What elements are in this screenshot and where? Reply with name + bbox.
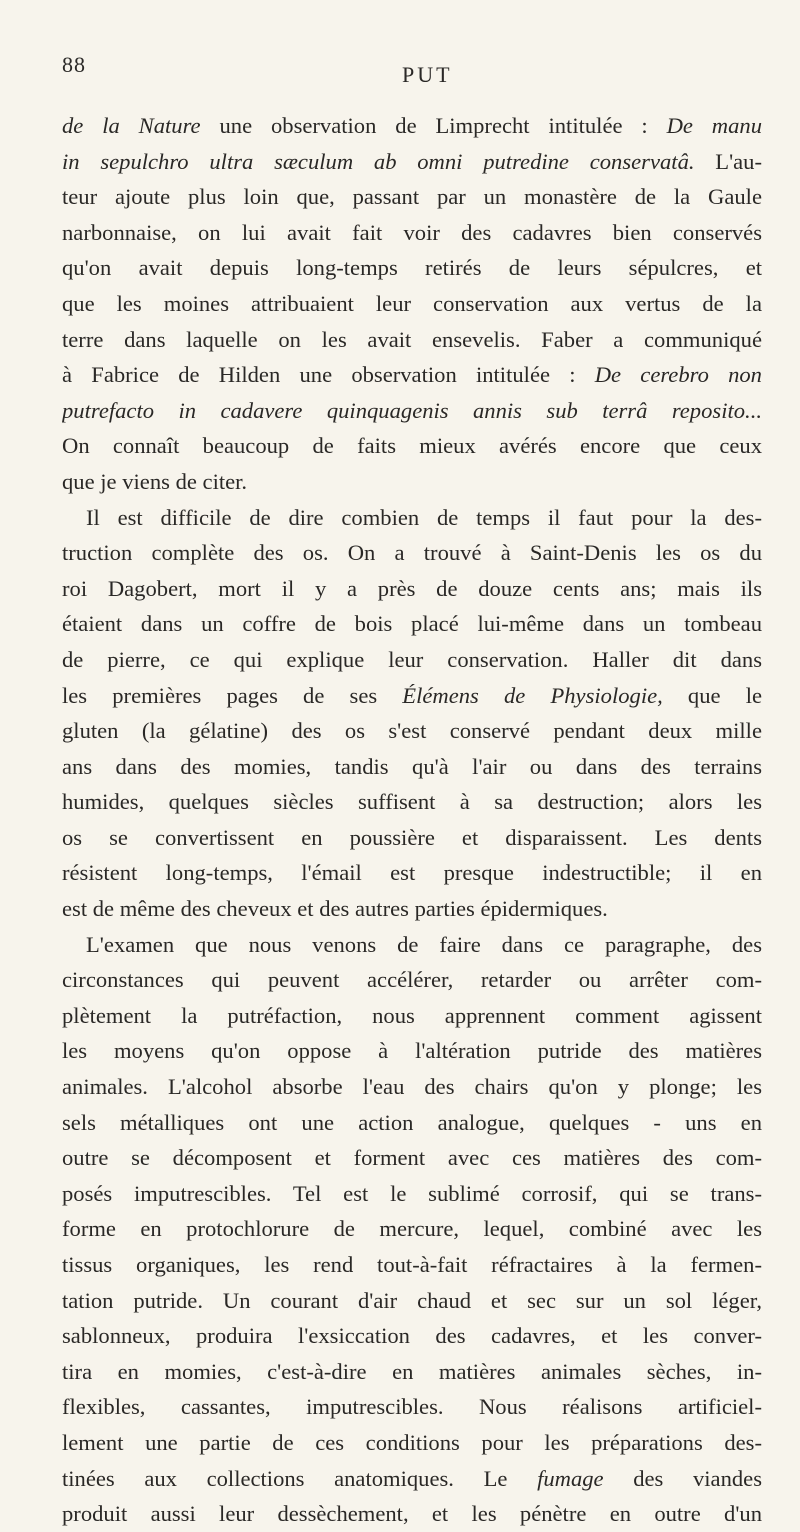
text-line <box>62 1425 762 1461</box>
text-segment: outre se décomposent et forment avec ces matières des com- <box>62 1145 762 1171</box>
text-segment: tira en momies, c'est-à-dire en matières animales sèches, in- <box>62 1358 762 1384</box>
text-line <box>62 1069 762 1105</box>
italic-text: De manu <box>666 113 762 138</box>
text-segment: On connaît beaucoup de faits mieux avérés encore que ceux <box>62 433 762 459</box>
text-segment: tissus organiques, les rend tout-à-fait réfractaires à la fermen- <box>62 1252 762 1277</box>
text-segment: à Fabrice de Hilden une observation intitulée : <box>62 362 595 388</box>
italic-text: in sepulchro ultra sæculum ab omni putredine conservatâ. <box>62 148 695 174</box>
text-line <box>62 108 762 144</box>
text-line <box>62 1496 762 1532</box>
text-line <box>62 1211 762 1247</box>
text-line <box>62 1105 762 1141</box>
text-line <box>62 998 762 1034</box>
text-line <box>62 713 762 749</box>
text-segment: flexibles, cassantes, imputrescibles. Nous réalisons artificiel- <box>62 1394 762 1420</box>
italic-text: fumage <box>537 1465 604 1491</box>
text-segment: circonstances qui peuvent accélérer, retarder ou arrêter com- <box>62 967 762 993</box>
text-line <box>62 749 762 785</box>
text-segment: une observation de Limprecht intitulée : <box>200 113 667 138</box>
text-line <box>62 535 762 571</box>
text-line <box>62 393 762 429</box>
text-line <box>62 464 762 500</box>
text-segment: forme en protochlorure de mercure, lequel, combiné avec les <box>62 1216 762 1242</box>
text-segment: posés imputrescibles. Tel est le sublimé corrosif, qui se trans- <box>62 1180 762 1206</box>
text-segment: humides, quelques siècles suffisent à sa destruction; alors les <box>62 789 762 815</box>
text-segment: Il est difficile de dire combien de temps il faut pour la des- <box>86 504 762 530</box>
text-line <box>62 820 762 856</box>
text-line <box>62 678 762 714</box>
text-segment: étaient dans un coffre de bois placé lui-même dans un tombeau <box>62 611 762 637</box>
text-segment: des viandes <box>603 1465 762 1491</box>
text-segment: résistent long-temps, l'émail est presque indestructible; il en <box>62 860 762 886</box>
text-segment: qu'on avait depuis long-temps retirés de leurs sépulcres, et <box>62 255 762 281</box>
running-head <box>62 52 762 102</box>
text-line <box>62 1140 762 1176</box>
text-line <box>62 962 762 998</box>
italic-text: Élémens de Physiologie, <box>402 682 663 708</box>
text-line <box>62 891 762 927</box>
text-segment: lement une partie de ces conditions pour les préparations des- <box>62 1429 762 1455</box>
text-line <box>62 144 762 180</box>
text-segment: ans dans des momies, tandis qu'à l'air ou dans des terrains <box>62 753 762 779</box>
text-line <box>62 927 762 963</box>
italic-text: de la Nature <box>62 113 201 138</box>
text-segment: os se convertissent en poussière et disparaissent. Les dents <box>62 824 762 850</box>
text-segment: de pierre, ce qui explique leur conservation. Haller dit dans <box>62 646 762 672</box>
text-segment: narbonnaise, on lui avait fait voir des cadavres bien conservés <box>62 219 762 245</box>
text-line <box>62 500 762 536</box>
text-line <box>62 606 762 642</box>
text-segment: que je viens de citer. <box>62 468 248 494</box>
text-segment: produit aussi leur dessèchement, et les pénètre en outre d'un <box>62 1501 762 1527</box>
text-line <box>62 357 762 393</box>
text-segment: roi Dagobert, mort il y a près de douze cents ans; mais ils <box>62 575 762 601</box>
text-line <box>62 1247 762 1283</box>
text-segment: plètement la putréfaction, nous apprennent comment agissent <box>62 1002 762 1028</box>
text-segment: est de même des cheveux et des autres parties épidermiques. <box>62 896 608 922</box>
text-segment: sels métalliques ont une action analogue, quelques - uns en <box>62 1109 762 1135</box>
text-line <box>62 1389 762 1425</box>
text-line <box>62 428 762 464</box>
text-segment: L'au- <box>694 148 762 174</box>
book-page <box>0 52 800 1527</box>
page-number: 88 <box>62 52 86 77</box>
text-line <box>62 1461 762 1497</box>
text-line <box>62 322 762 358</box>
text-line <box>62 855 762 891</box>
text-line <box>62 1354 762 1390</box>
text-line <box>62 1283 762 1319</box>
text-segment: teur ajoute plus loin que, passant par un monastère de la Gaule <box>62 184 762 210</box>
text-segment: les moyens qu'on oppose à l'altération putride des matières <box>62 1038 762 1064</box>
text-line <box>62 250 762 286</box>
running-title: PUT <box>402 62 453 87</box>
text-segment: animales. L'alcohol absorbe l'eau des chairs qu'on y plonge; les <box>62 1074 762 1100</box>
text-line <box>62 571 762 607</box>
text-line <box>62 179 762 215</box>
text-segment: sablonneux, produira l'exsiccation des cadavres, et les conver- <box>62 1323 762 1349</box>
text-segment: les premières pages de ses <box>62 682 403 708</box>
text-segment: tinées aux collections anatomiques. Le <box>62 1465 538 1491</box>
text-segment: truction complète des os. On a trouvé à Saint-Denis les os du <box>62 540 762 566</box>
text-line <box>62 286 762 322</box>
text-segment: terre dans laquelle on les avait ensevelis. Faber a communiqué <box>62 326 762 352</box>
text-line <box>62 784 762 820</box>
text-line <box>62 215 762 251</box>
text-line <box>62 1318 762 1354</box>
text-segment: tation putride. Un courant d'air chaud et sec sur un sol léger, <box>62 1287 762 1313</box>
text-segment: que le <box>662 682 762 708</box>
text-segment: gluten (la gélatine) des os s'est conservé pendant deux mille <box>62 718 762 744</box>
body-text <box>62 108 762 1532</box>
text-line <box>62 642 762 678</box>
italic-text: De cerebro non <box>594 362 762 388</box>
italic-text: putrefacto in cadavere quinquagenis annis sub terrâ reposito... <box>62 397 762 423</box>
text-segment: L'examen que nous venons de faire dans ce paragraphe, des <box>86 931 762 957</box>
text-line <box>62 1176 762 1212</box>
text-segment: que les moines attribuaient leur conservation aux vertus de la <box>62 290 762 316</box>
text-line <box>62 1033 762 1069</box>
